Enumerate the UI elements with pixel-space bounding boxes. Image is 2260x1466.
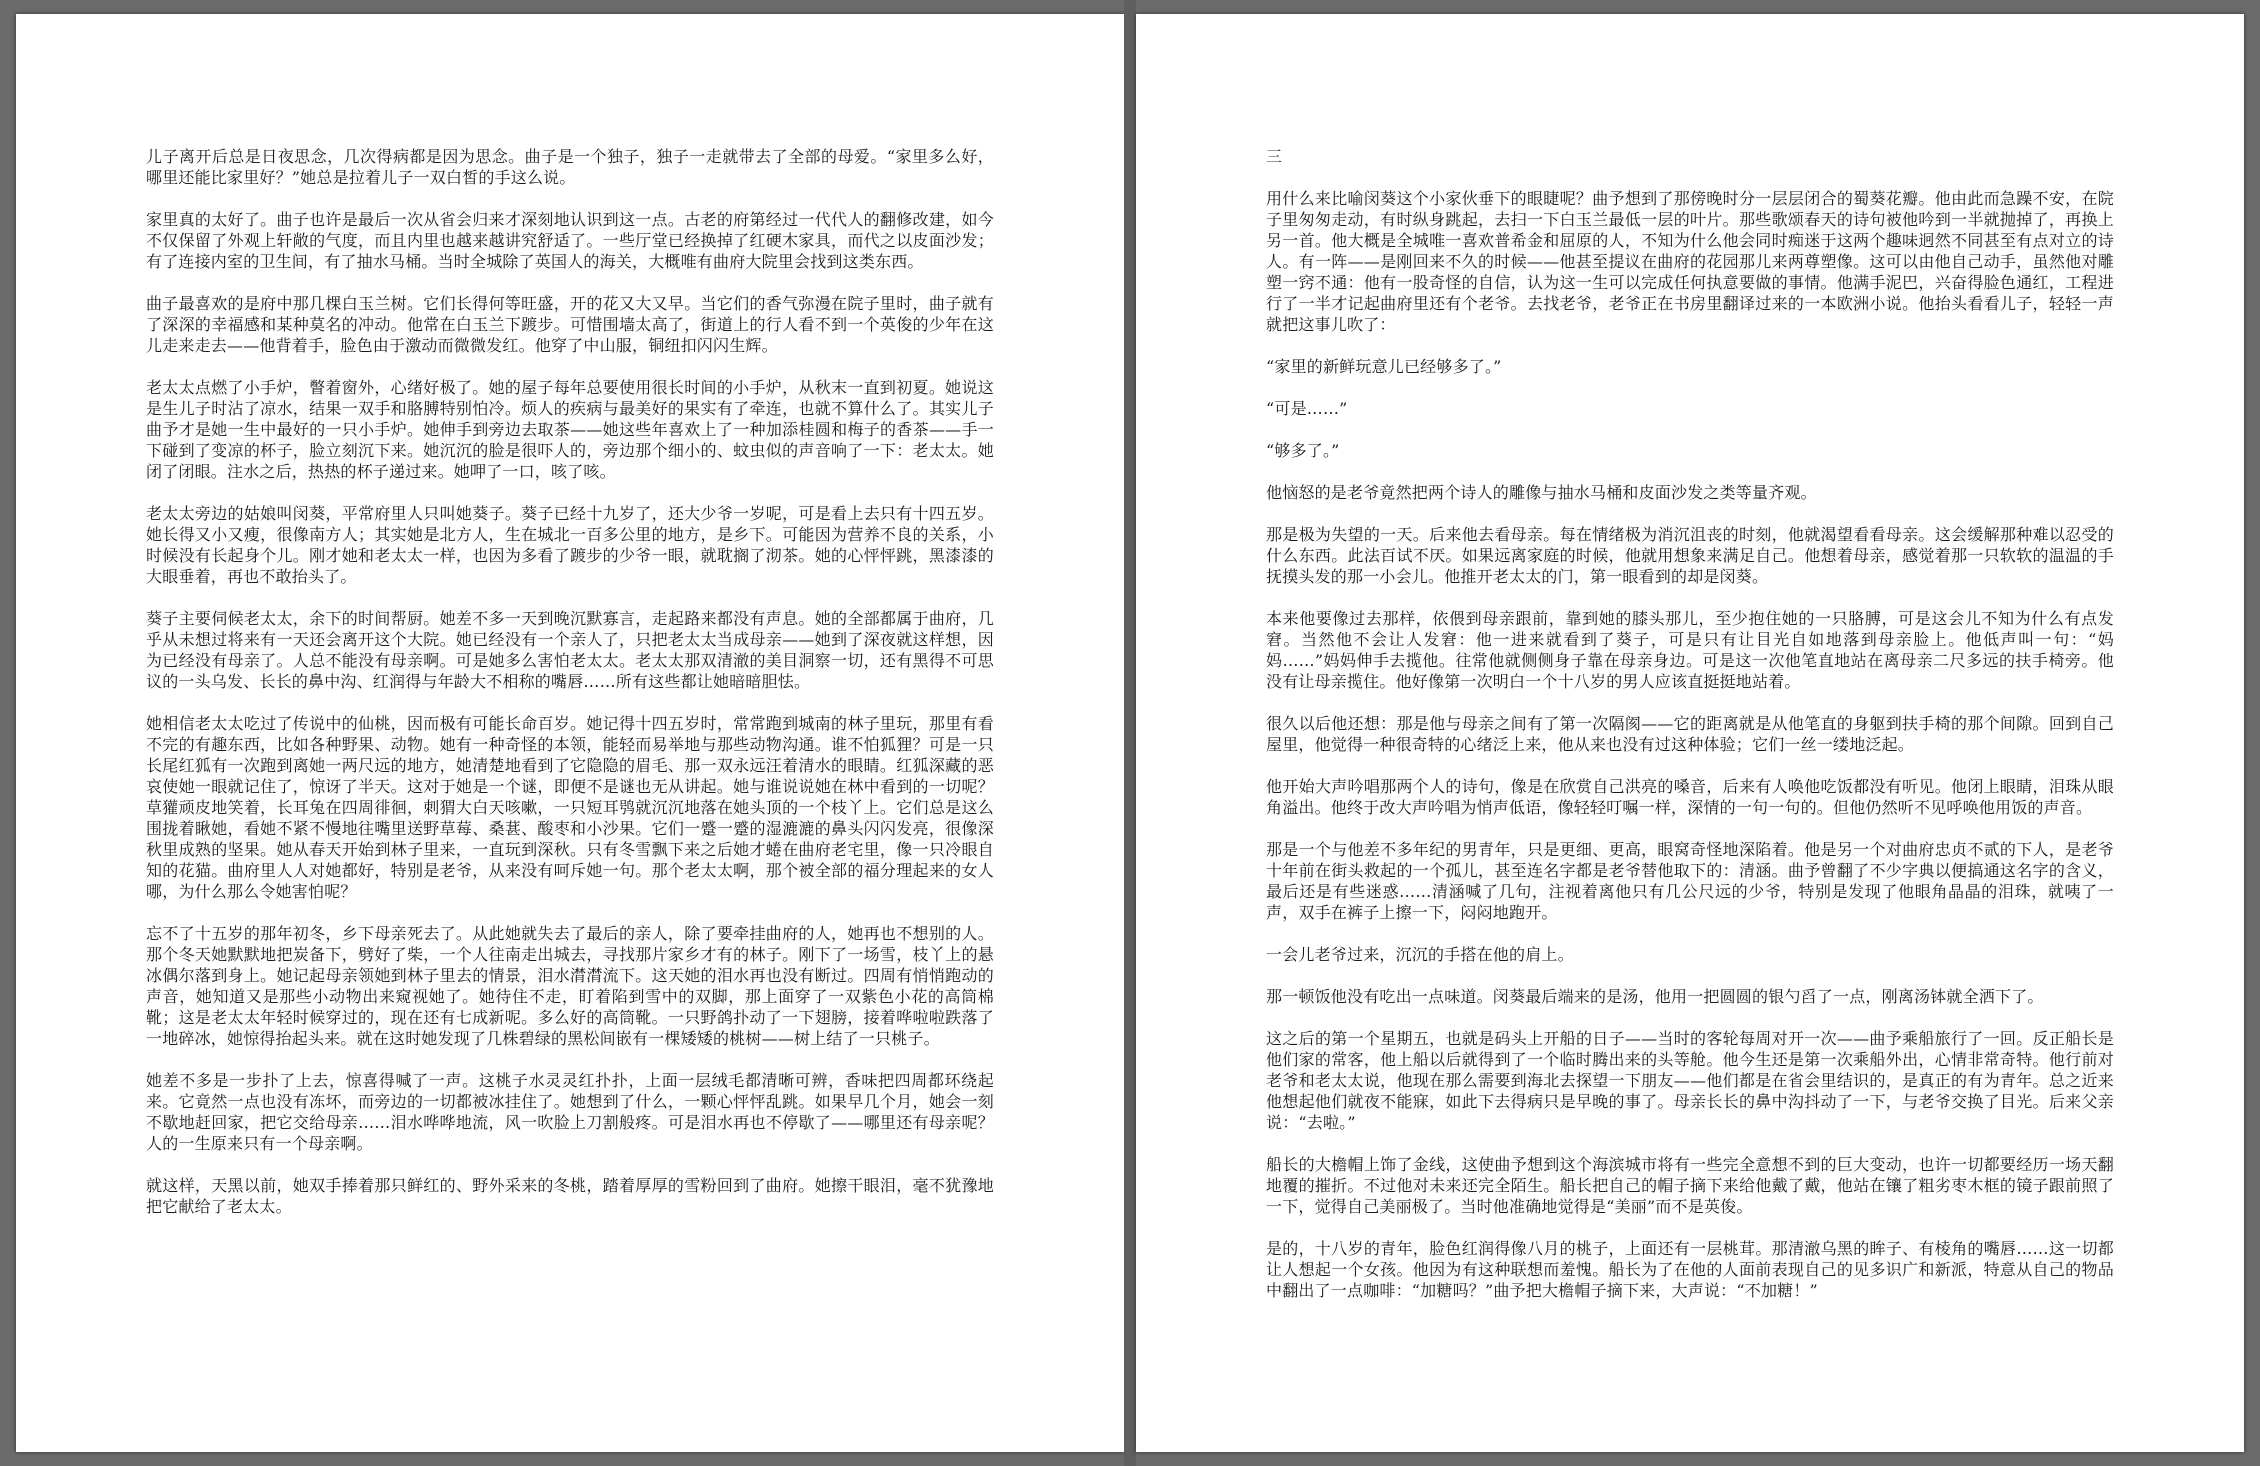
- paragraph: 他开始大声吟唱那两个人的诗句，像是在欣赏自己洪亮的嗓音，后来有人唤他吃饭都没有听见。他闭上眼睛，泪珠从眼角溢出。他终于改大声吟唱为悄声低语，像轻轻叮嘱一样，深情的一句一句的。但他仍然听不见呼唤他用饭的声音。: [1266, 777, 2114, 817]
- paragraph: 曲子最喜欢的是府中那几棵白玉兰树。它们长得何等旺盛，开的花又大又早。当它们的香气弥漫在院子里时，曲子就有了深深的幸福感和某种莫名的冲动。他常在白玉兰下踱步。可惜围墙太高了，街道上的行人看不到一个英俊的少年在这儿走来走去——他背着手，脸色由于激动而微微发红。他穿了中山服，铜纽扣闪闪生辉。: [146, 294, 994, 355]
- document-page-right: [1136, 14, 2244, 1452]
- paragraph: 就这样，天黑以前，她双手捧着那只鲜红的、野外采来的冬桃，踏着厚厚的雪粉回到了曲府。她擦干眼泪，毫不犹豫地把它献给了老太太。: [146, 1176, 994, 1216]
- document-page-left: [16, 14, 1124, 1452]
- paragraph: 那是极为失望的一天。后来他去看母亲。每在情绪极为消沉沮丧的时刻，他就渴望看看母亲。这会缓解那种难以忍受的什么东西。此法百试不厌。如果远离家庭的时候，他就用想象来满足自己。他想着母亲，感觉着那一只软软的温温的手抚摸头发的那一小会儿。他推开老太太的门，第一眼看到的却是闵葵。: [1266, 525, 2114, 586]
- paragraph: 他恼怒的是老爷竟然把两个诗人的雕像与抽水马桶和皮面沙发之类等量齐观。: [1266, 483, 1817, 502]
- paragraph: “够多了。”: [1266, 441, 1340, 460]
- paragraph: 家里真的太好了。曲子也许是最后一次从省会归来才深刻地认识到这一点。古老的府第经过一代代人的翻修改建，如今不仅保留了外观上轩敞的气度，而且内里也越来越讲究舒适了。一些厅堂已经换掉了红硬木家具，而代之以皮面沙发；有了连接内室的卫生间，有了抽水马桶。当时全城除了英国人的海关，大概唯有曲府大院里会找到这类东西。: [146, 210, 994, 271]
- page-right-body: [1266, 146, 2114, 1322]
- paragraph: 本来他要像过去那样，依偎到母亲跟前，靠到她的膝头那儿，至少抱住她的一只胳膊，可是这会儿不知为什么有点发窘。当然他不会让人发窘：他一进来就看到了葵子，可是只有让目光自如地落到母亲脸上。他低声叫一句：“妈妈……”妈妈伸手去揽他。往常他就侧侧身子靠在母亲身边。可是这一次他笔直地站在离母亲二尺多远的扶手椅旁。他没有让母亲揽住。他好像第一次明白一个十八岁的男人应该直挺挺地站着。: [1266, 609, 2114, 691]
- paragraph: 她相信老太太吃过了传说中的仙桃，因而极有可能长命百岁。她记得十四五岁时，常常跑到城南的林子里玩，那里有看不完的有趣东西，比如各种野果、动物。她有一种奇怪的本领，能轻而易举地与那些动物沟通。谁不怕狐狸？可是一只长尾红狐有一次跑到离她一两尺远的地方，她清楚地看到了它隐隐的眉毛、那一双永远汪着清水的眼睛。红狐深藏的恶哀使她一眼就记住了，惊讶了半天。这对于她是一个谜，即便不是谜也无从讲起。她与谁说说她在林中看到的一切呢？草獾顽皮地笑着，长耳兔在四周徘徊，刺猬大白天咳嗽，一只短耳鸮就沉沉地落在她头顶的一个枝丫上。它们总是这么围拢着瞅她，看她不紧不慢地往嘴里送野草莓、桑葚、酸枣和小沙果。它们一蹙一蹙的湿漉漉的鼻头闪闪发亮，很像深秋里成熟的坚果。她从春天开始到林子里来，一直玩到深秋。只有冬雪飘下来之后她才蜷在曲府老宅里，像一只冷眼自知的花猫。曲府里人人对她都好，特别是老爷，从来没有呵斥她一句。那个老太太啊，那个被全部的福分理起来的女人哪，为什么那么令她害怕呢？: [146, 714, 994, 901]
- page-gap: [1124, 0, 1136, 1466]
- paragraph: 是的，十八岁的青年，脸色红润得像八月的桃子，上面还有一层桃茸。那清澈乌黑的眸子、有棱角的嘴唇……这一切都让人想起一个女孩。他因为有这种联想而羞愧。船长为了在他的人面前表现自己的见多识广和新派，特意从自己的物品中翻出了一点咖啡：“加糖吗？”曲予把大檐帽子摘下来，大声说：“不加糖！”: [1266, 1239, 2114, 1300]
- paragraph: “可是……”: [1266, 399, 1348, 418]
- paragraph: 老太太旁边的姑娘叫闵葵，平常府里人只叫她葵子。葵子已经十九岁了，还大少爷一岁呢，可是看上去只有十四五岁。她长得又小又瘦，很像南方人；其实她是北方人，生在城北一百多公里的地方，是乡下。可能因为营养不良的关系，小时候没有长起身个儿。刚才她和老太太一样，也因为多看了踱步的少爷一眼，就耽搁了沏茶。她的心怦怦跳，黑漆漆的大眼垂着，再也不敢抬头了。: [146, 504, 994, 586]
- paragraph: 那一顿饭他没有吃出一点味道。闵葵最后端来的是汤，他用一把圆圆的银勺舀了一点，刚离汤钵就全洒下了。: [1266, 987, 2044, 1006]
- paragraph: 很久以后他还想：那是他与母亲之间有了第一次隔阂——它的距离就是从他笔直的身躯到扶手椅的那个间隙。回到自己屋里，他觉得一种很奇特的心绪泛上来，他从来也没有过这种体验；它们一丝一缕地泛起。: [1266, 714, 2114, 754]
- paragraph: 忘不了十五岁的那年初冬，乡下母亲死去了。从此她就失去了最后的亲人，除了要牵挂曲府的人，她再也不想别的人。那个冬天她默默地把炭备下，劈好了柴，一个人往南走出城去，寻找那片家乡才有的林子。刚下了一场雪，枝丫上的悬冰偶尔落到身上。她记起母亲领她到林子里去的情景，泪水潸潸流下。这天她的泪水再也没有断过。四周有悄悄跑动的声音，她知道又是那些小动物出来窥视她了。她待住不走，盯着陷到雪中的双脚，那上面穿了一双紫色小花的高筒棉靴；这是老太太年轻时候穿过的，现在还有七成新呢。多么好的高筒靴。一只野鸽扑动了一下翅膀，接着哗啦啦跌落了一地碎冰，她惊得抬起头来。就在这时她发现了几株碧绿的黑松间嵌有一棵矮矮的桃树——树上结了一只桃子。: [146, 924, 994, 1048]
- paragraph: 儿子离开后总是日夜思念，几次得病都是因为思念。曲子是一个独子，独子一走就带去了全部的母爱。“家里多么好，哪里还能比家里好？”她总是拉着儿子一双白皙的手这么说。: [146, 147, 994, 187]
- paragraph: “家里的新鲜玩意儿已经够多了。”: [1266, 357, 1502, 376]
- paragraph: 这之后的第一个星期五，也就是码头上开船的日子——当时的客轮每周对开一次——曲予乘船旅行了一回。反正船长是他们家的常客，他上船以后就得到了一个临时腾出来的头等舱。他今生还是第一次乘船外出，心情非常奇特。他行前对老爷和老太太说，他现在那么需要到海北去探望一下朋友——他们都是在省会里结识的，是真正的有为青年。总之近来他想起他们就夜不能寐，如此下去得病只是早晚的事了。母亲长长的鼻中沟抖动了一下，与老爷交换了目光。后来父亲说：“去啦。”: [1266, 1029, 2114, 1132]
- paragraph: 船长的大檐帽上饰了金线，这使曲予想到这个海滨城市将有一些完全意想不到的巨大变动，也许一切都要经历一场天翻地覆的摧折。不过他对未来还完全陌生。船长把自己的帽子摘下来给他戴了戴，他站在镶了粗劣枣木框的镜子跟前照了一下，觉得自己美丽极了。当时他准确地觉得是“美丽”而不是英俊。: [1266, 1155, 2114, 1216]
- section-number: 三: [1266, 147, 1283, 166]
- paragraph: 老太太点燃了小手炉，瞥着窗外，心绪好极了。她的屋子每年总要使用很长时间的小手炉，从秋末一直到初夏。她说这是生儿子时沾了凉水，结果一双手和胳膊特别怕冷。烦人的疾病与最美好的果实有了牵连，也就不算什么了。其实儿子曲予才是她一生中最好的一只小手炉。她伸手到旁边去取茶——她这些年喜欢上了一种加添桂圆和梅子的香茶——手一下碰到了变凉的杯子，脸立刻沉下来。她沉沉的脸是很吓人的，旁边那个细小的、蚊虫似的声音响了一下：老太太。她闭了闭眼。注水之后，热热的杯子递过来。她呷了一口，咳了咳。: [146, 378, 994, 481]
- paragraph: 葵子主要伺候老太太，余下的时间帮厨。她差不多一天到晚沉默寡言，走起路来都没有声息。她的全部都属于曲府，几乎从未想过将来有一天还会离开这个大院。她已经没有一个亲人了，只把老太太当成母亲——她到了深夜就这样想，因为已经没有母亲了。人总不能没有母亲啊。可是她多么害怕老太太。老太太那双清澈的美目洞察一切，还有黑得不可思议的一头乌发、长长的鼻中沟、红润得与年龄大不相称的嘴唇……所有这些都让她暗暗胆怯。: [146, 609, 994, 691]
- paragraph: 用什么来比喻闵葵这个小家伙垂下的眼睫呢？曲予想到了那傍晚时分一层层闭合的蜀葵花瓣。他由此而急躁不安，在院子里匆匆走动，有时纵身跳起，去扫一下白玉兰最低一层的叶片。那些歌颂春天的诗句被他吟到一半就抛掉了，再换上另一首。他大概是全城唯一喜欢普希金和屈原的人，不知为什么他会同时痴迷于这两个趣味迥然不同甚至有点对立的诗人。有一阵——是刚回来不久的时候——他甚至提议在曲府的花园那儿来两尊塑像。这可以由他自己动手，虽然他对雕塑一窍不通：他有一股奇怪的自信，认为这一生可以完成任何执意要做的事情。他满手泥巴，兴奋得脸色通红，工程进行了一半才记起曲府里还有个老爷。去找老爷，老爷正在书房里翻译过来的一本欧洲小说。他抬头看看儿子，轻轻一声就把这事儿吹了：: [1266, 189, 2114, 334]
- page-left-body: [146, 146, 994, 1238]
- paragraph: 一会儿老爷过来，沉沉的手搭在他的肩上。: [1266, 945, 1574, 964]
- paragraph: 那是一个与他差不多年纪的男青年，只是更细、更高，眼窝奇怪地深陷着。他是另一个对曲府忠贞不贰的下人，是老爷十年前在街头救起的一个孤儿，甚至连名字都是老爷替他取下的：清涵。曲予曾翻了不少字典以便搞通这名字的含义，最后还是有些迷惑……清涵喊了几句，注视着离他只有几公尺远的少爷，特别是发现了他眼角晶晶的泪珠，就咦了一声，双手在裤子上擦一下，闷闷地跑开。: [1266, 840, 2114, 922]
- paragraph: 她差不多是一步扑了上去，惊喜得喊了一声。这桃子水灵灵红扑扑，上面一层绒毛都清晰可辨，香味把四周都环绕起来。它竟然一点也没有冻坏，而旁边的一切都被冰挂住了。她想到了什么，一颗心怦怦乱跳。如果早几个月，她会一刻不歇地赶回家，把它交给母亲……泪水哗哗地流，风一吹脸上刀割般疼。可是泪水再也不停歇了——哪里还有母亲呢？人的一生原来只有一个母亲啊。: [146, 1071, 994, 1153]
